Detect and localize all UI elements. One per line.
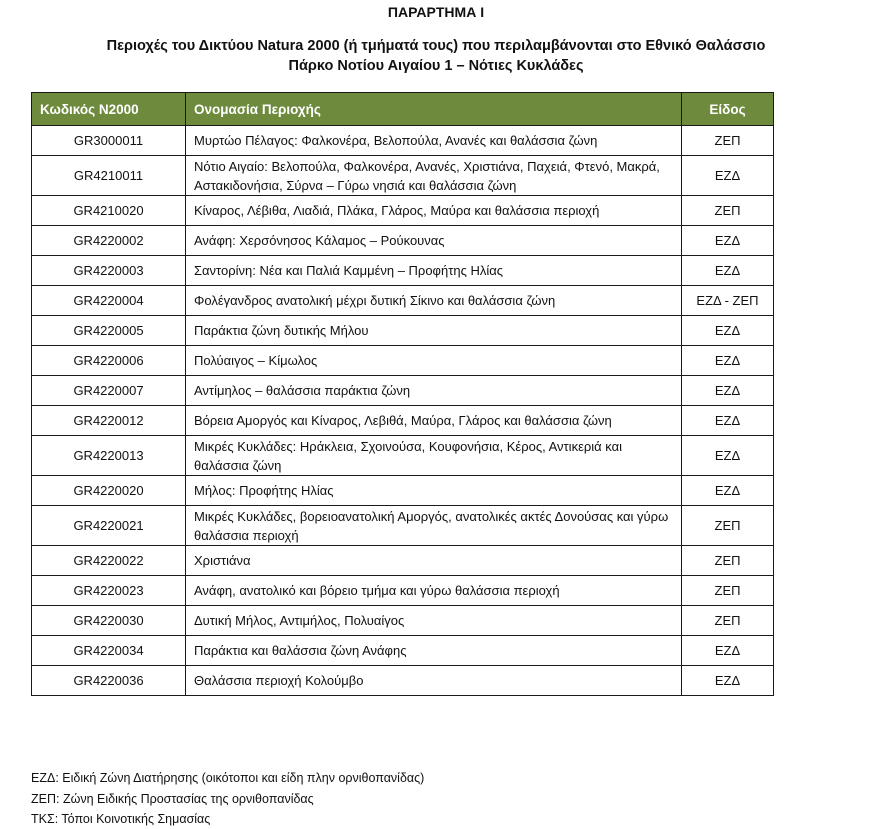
site-name: Κίναρος, Λέβιθα, Λιαδιά, Πλάκα, Γλάρος, Μαύρα και θαλάσσια περιοχή (186, 196, 682, 226)
table-row (32, 606, 774, 636)
site-type: ΕΖΔ (682, 376, 774, 406)
column-header-type: Είδος (682, 93, 774, 126)
site-name: Παράκτια και θαλάσσια ζώνη Ανάφης (186, 636, 682, 666)
site-name: Μυρτώο Πέλαγος: Φαλκονέρα, Βελοπούλα, Ανανές και θαλάσσια ζώνη (186, 126, 682, 156)
site-code: GR4220004 (32, 286, 186, 316)
site-name: Σαντορίνη: Νέα και Παλιά Καμμένη – Προφήτης Ηλίας (186, 256, 682, 286)
table-row (32, 636, 774, 666)
site-code: GR4220002 (32, 226, 186, 256)
site-name: Μικρές Κυκλάδες, βορειοανατολική Αμοργός, ανατολικές ακτές Δονούσας και γύρω θαλάσσια περιοχή (186, 506, 682, 546)
column-header-name: Ονομασία Περιοχής (186, 93, 682, 126)
site-name: Μικρές Κυκλάδες: Ηράκλεια, Σχοινούσα, Κουφονήσια, Κέρος, Αντικεριά και θαλάσσια ζώνη (186, 436, 682, 476)
site-name: Θαλάσσια περιοχή Κολούμβο (186, 666, 682, 696)
site-name: Δυτική Μήλος, Αντιμήλος, Πολυαίγος (186, 606, 682, 636)
site-type: ΖΕΠ (682, 576, 774, 606)
table-row (32, 436, 774, 476)
legend-zep: ΖΕΠ: Ζώνη Ειδικής Προστασίας της ορνιθοπανίδας (31, 792, 314, 806)
annex-title: ΠΑΡΑΡΤΗΜΑ Ι (387, 4, 485, 20)
site-type: ΖΕΠ (682, 506, 774, 546)
site-type: ΖΕΠ (682, 546, 774, 576)
site-code: GR4220007 (32, 376, 186, 406)
legend-tks: ΤΚΣ: Τόποι Κοινοτικής Σημασίας (31, 812, 211, 826)
table-row (32, 546, 774, 576)
site-code: GR4220020 (32, 476, 186, 506)
table-header-row (32, 93, 774, 126)
table-row (32, 196, 774, 226)
site-code: GR4220030 (32, 606, 186, 636)
table-row (32, 126, 774, 156)
table-row (32, 406, 774, 436)
site-type: ΕΖΔ (682, 436, 774, 476)
annex-subtitle (0, 36, 872, 76)
site-type: ΖΕΠ (682, 606, 774, 636)
site-type: ΖΕΠ (682, 196, 774, 226)
site-code: GR4220022 (32, 546, 186, 576)
annex-subtitle-line-2: Πάρκο Νοτίου Αιγαίου 1 – Νότιες Κυκλάδες (288, 58, 584, 74)
site-type: ΕΖΔ (682, 316, 774, 346)
site-name: Αντίμηλος – θαλάσσια παράκτια ζώνη (186, 376, 682, 406)
site-name: Ανάφη: Χερσόνησος Κάλαμος – Ρούκουνας (186, 226, 682, 256)
site-type: ΕΖΔ (682, 226, 774, 256)
site-type: ΕΖΔ (682, 406, 774, 436)
site-code: GR4220034 (32, 636, 186, 666)
site-name: Φολέγανδρος ανατολική μέχρι δυτική Σίκινο και θαλάσσια ζώνη (186, 286, 682, 316)
table-row (32, 476, 774, 506)
table-row (32, 256, 774, 286)
site-code: GR3000011 (32, 126, 186, 156)
site-code: GR4220021 (32, 506, 186, 546)
table-row (32, 156, 774, 196)
table-row (32, 376, 774, 406)
site-code: GR4220012 (32, 406, 186, 436)
site-code: GR4220005 (32, 316, 186, 346)
site-name: Μήλος: Προφήτης Ηλίας (186, 476, 682, 506)
site-name: Βόρεια Αμοργός και Κίναρος, Λεβιθά, Μαύρα, Γλάρος και θαλάσσια ζώνη (186, 406, 682, 436)
table-row (32, 286, 774, 316)
site-type: ΕΖΔ (682, 476, 774, 506)
column-header-code: Κωδικός Ν2000 (32, 93, 186, 126)
site-type: ΕΖΔ - ΖΕΠ (682, 286, 774, 316)
table-row (32, 316, 774, 346)
annex-subtitle-line-1: Περιοχές του Δικτύου Natura 2000 (ή τμήματά τους) που περιλαμβάνονται στο Εθνικό Θαλάσσιο (106, 38, 766, 54)
site-code: GR4220003 (32, 256, 186, 286)
table-row (32, 666, 774, 696)
site-type: ΕΖΔ (682, 156, 774, 196)
site-type: ΕΖΔ (682, 256, 774, 286)
site-code: GR4220036 (32, 666, 186, 696)
site-type: ΕΖΔ (682, 666, 774, 696)
site-name: Παράκτια ζώνη δυτικής Μήλου (186, 316, 682, 346)
site-code: GR4210011 (32, 156, 186, 196)
table-row (32, 506, 774, 546)
site-type: ΖΕΠ (682, 126, 774, 156)
table-row (32, 346, 774, 376)
site-name: Ανάφη, ανατολικό και βόρειο τμήμα και γύρω θαλάσσια περιοχή (186, 576, 682, 606)
site-name: Πολύαιγος – Κίμωλος (186, 346, 682, 376)
site-code: GR4220006 (32, 346, 186, 376)
legend-ezd: ΕΖΔ: Ειδική Ζώνη Διατήρησης (οικότοποι και είδη πλην ορνιθοπανίδας) (31, 771, 425, 785)
table-row (32, 226, 774, 256)
site-name: Νότιο Αιγαίο: Βελοπούλα, Φαλκονέρα, Ανανές, Χριστιάνα, Παχειά, Φτενό, Μακρά, Αστακιδονήσια, Σύρνα – Γύρω νησιά και θαλάσσια ζώνη (186, 156, 682, 196)
table-row (32, 576, 774, 606)
natura-sites-table (31, 92, 774, 696)
site-name: Χριστιάνα (186, 546, 682, 576)
site-type: ΕΖΔ (682, 636, 774, 666)
site-type: ΕΖΔ (682, 346, 774, 376)
site-code: GR4220013 (32, 436, 186, 476)
site-code: GR4220023 (32, 576, 186, 606)
site-code: GR4210020 (32, 196, 186, 226)
